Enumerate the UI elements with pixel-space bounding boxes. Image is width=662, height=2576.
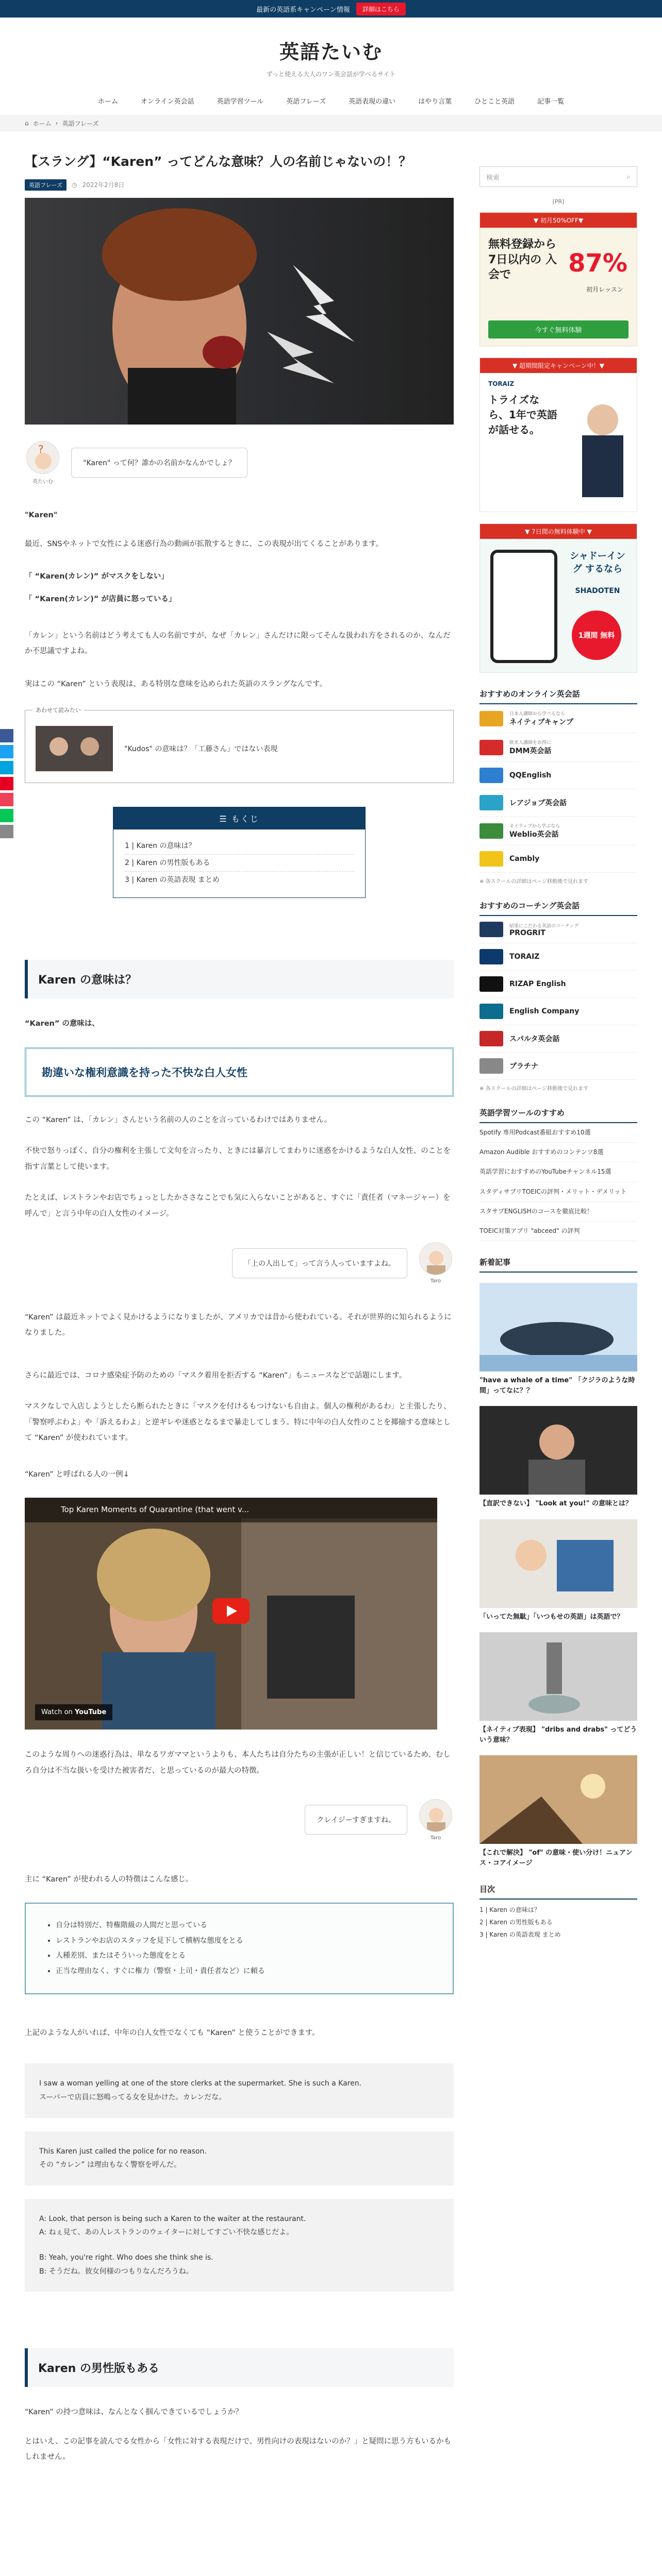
school-name[interactable]: TORAIZ (509, 953, 540, 961)
ad-banner-shadoten[interactable] (479, 523, 637, 673)
sidebar-toc-item[interactable]: 3 | Karen の英語表現 まとめ (479, 1931, 561, 1939)
quote-english: I saw a woman yelling at one of the store clerks at the supermarket. She is such a Karen. (39, 2079, 362, 2088)
related-link-card[interactable] (25, 706, 454, 783)
speech-bubble-3 (25, 1799, 454, 1841)
watch-on-youtube-button[interactable] (35, 1704, 112, 1720)
pinterest-icon[interactable] (0, 777, 13, 790)
ad-banner-native-camp[interactable] (479, 212, 637, 346)
breadcrumb-home[interactable]: ホーム (32, 120, 52, 127)
school-sub: 結果にこだわる英語のコーチング (509, 923, 579, 929)
new-posts-heading: 新着記事 (479, 1257, 637, 1273)
school-item[interactable] (479, 971, 637, 998)
avatar-name: 英たいむ (32, 479, 53, 485)
school-name[interactable]: スパルタ英会話 (509, 1035, 560, 1043)
paragraph: このような周りへの迷惑行為は、単なるワガママというよりも、本人たちは自分たちの主張が正しい！と信じているため、むしろ自分は不当な扱いを受けた被害者だ、と思っているのが最大の特徴。 (25, 1751, 451, 1775)
school-item[interactable] (479, 1025, 637, 1053)
nav-item-tools[interactable]: 英語学習ツール (217, 98, 264, 106)
site-title[interactable]: 英語たいむ (279, 41, 383, 63)
copy-link-icon[interactable] (0, 825, 13, 838)
trait-item: • 自分は特別だ、特権階級の人間だと思っている (56, 1918, 432, 1933)
home-icon: ⌂ (25, 120, 29, 127)
global-nav (0, 88, 662, 115)
post-thumbnail (479, 1406, 637, 1495)
banner-price: 87% (568, 249, 627, 278)
online-note: ※ 各スクールの詳細はページ移動後で見れます (479, 879, 589, 885)
school-item[interactable] (479, 998, 637, 1025)
school-name[interactable]: ネイティブキャンプ (509, 718, 574, 726)
tools-heading: 英語学習ツールのすすめ (479, 1107, 637, 1123)
table-of-contents (113, 807, 366, 899)
school-item[interactable] (479, 817, 637, 845)
breadcrumb-category[interactable]: 英語フレーズ (62, 120, 99, 127)
tool-link[interactable]: Amazon Audible おすすめのコンテンツ8選 (479, 1143, 637, 1162)
quote-english: This Karen just called the police for no reason. (39, 2147, 207, 2156)
section-heading: Karen の男性版もある (25, 2348, 454, 2387)
announcement-cta-button[interactable]: 詳細はこちら (356, 3, 406, 15)
school-logo-icon (479, 851, 503, 867)
paragraph: 実はこの “Karen” という表現は、ある特別な意味を込められた英語のスラングなんです。 (25, 680, 327, 689)
related-title[interactable]: "Kudos" の意味は？「工藤さん」ではない表現 (124, 744, 278, 753)
svg-text:?: ? (38, 443, 44, 455)
school-name[interactable]: Weblio英会話 (509, 831, 559, 839)
school-item[interactable] (479, 733, 637, 762)
sidebar (479, 142, 637, 1941)
school-logo-icon (479, 823, 503, 839)
school-item[interactable] (479, 762, 637, 789)
school-logo-icon (479, 795, 503, 810)
coaching-heading: おすすめのコーチング英会話 (479, 900, 637, 916)
play-icon[interactable] (212, 1598, 250, 1624)
list-icon: ☰ (219, 814, 231, 824)
paragraph: “Karen” の持つ意味は、なんとなく掴んできているでしょうか？ (25, 2408, 243, 2417)
quote-japanese: その “カレン” は理由もなく警察を呼んだ。 (39, 2161, 181, 2170)
paragraph: 「カレン」という名前はどう考えても人の名前ですが、なぜ「カレン」さんだけに限ってそんな扱われ方をされるのか、なんだか不思議ですよね。 (25, 631, 451, 655)
speech-bubble-2 (25, 1242, 454, 1284)
paragraph: 上記のような人がいれば、中年の白人女性でなくても “Karen” と使うことができます。 (25, 2028, 320, 2037)
school-item[interactable] (479, 704, 637, 733)
quote-english: A: Look, that person is being such a Karen to the waiter at the restaurant. (39, 2214, 306, 2223)
clock-icon: ◷ (72, 181, 77, 189)
school-logo-icon (479, 768, 503, 783)
coaching-list (479, 916, 637, 1080)
school-logo-icon (479, 922, 503, 937)
avatar-name: Taro (430, 1835, 441, 1841)
avatar (418, 1799, 454, 1841)
school-item[interactable] (479, 1053, 637, 1080)
sidebar-toc-heading: 目次 (479, 1884, 637, 1900)
share-buttons (0, 729, 13, 841)
facebook-icon[interactable] (0, 729, 13, 742)
paragraph: 主に “Karen” が使われる人の特徴はこんな感じ。 (25, 1875, 193, 1884)
banner-top-text: ▼ 初月50%OFF▼ (480, 213, 637, 228)
person-icon (419, 1242, 452, 1275)
post-title-link[interactable]: 「いってた無駄」「いつもせの英語」は英語で？ (479, 1613, 624, 1621)
nav-item-trending[interactable]: はやり言葉 (418, 98, 452, 106)
nav-item-home[interactable]: ホーム (97, 98, 118, 106)
tool-link[interactable]: スタサプENGLISHのコースを徹底比較！ (479, 1202, 637, 1222)
hatena-icon[interactable] (0, 761, 13, 774)
paragraph: “Karen” の意味は、 (25, 1020, 100, 1028)
paragraph: 最近、SNSやネットで女性による迷惑行為の動画が拡散するときに、この表現が出てくることがあります。 (25, 540, 384, 549)
school-logo-icon (479, 1004, 503, 1019)
video-title[interactable]: Top Karen Moments of Quarantine (that went v... (25, 1498, 437, 1522)
coaching-note: ※ 各スクールの詳細はページ移動後で見れます (479, 1086, 589, 1092)
school-logo-icon (479, 949, 503, 964)
tool-link[interactable]: Spotify 専用Podcast番組おすすめ10選 (479, 1123, 637, 1143)
toc-item[interactable]: 3 | Karen の英語表現 まとめ (125, 876, 220, 885)
post-thumbnail (479, 1283, 637, 1371)
twitter-icon[interactable] (0, 745, 13, 758)
example-quote (25, 2063, 454, 2117)
person-icon (419, 1799, 452, 1832)
banner-person-image (572, 394, 634, 497)
school-logo-icon (479, 1031, 503, 1046)
school-logo-icon (479, 976, 503, 992)
youtube-embed[interactable] (25, 1498, 437, 1730)
pr-label: [PR] (552, 198, 565, 205)
traits-box (25, 1903, 454, 1994)
avatar-name: Taro (430, 1278, 441, 1284)
school-sub: ネイティブから学ぶなら (509, 824, 560, 829)
school-item[interactable] (479, 845, 637, 873)
question-character-icon (26, 441, 59, 474)
post-date: 2022年2月8日 (82, 181, 125, 189)
definition-box: 勘違いな権利意識を持った不快な白人女性 (25, 1047, 454, 1097)
school-name[interactable]: DMM英会話 (509, 747, 552, 755)
post-title-link[interactable]: "have a whale of a time" 「クジラのような時間」ってなに？？ (479, 1377, 635, 1395)
post-thumbnail (479, 1632, 637, 1721)
top-announcement-bar (0, 0, 662, 18)
school-name[interactable]: レアジョブ英会話 (509, 799, 567, 807)
tools-list (479, 1123, 637, 1241)
site-tagline: ずっと使える大人のワン英会話が学べるサイト (266, 71, 396, 78)
online-schools-list (479, 704, 637, 873)
school-sub: 欧米人講師をお得に (509, 740, 552, 745)
school-logo-icon (479, 740, 503, 755)
tool-link[interactable]: 英語学習におすすめのYouTubeチャンネル15選 (479, 1162, 637, 1182)
search-input[interactable] (479, 166, 637, 187)
pocket-icon[interactable] (0, 793, 13, 806)
school-name[interactable]: English Company (509, 1007, 580, 1015)
school-name[interactable]: RIZAP English (509, 980, 566, 988)
school-name[interactable]: PROGRIT (509, 928, 545, 937)
term-heading: "Karen" (25, 511, 58, 519)
example-quote (25, 2131, 454, 2185)
trait-item: • 正当な理由なく、すぐに権力（警察・上司・責任者など）に頼る (56, 1964, 432, 1979)
related-label: あわせて読みたい (32, 706, 84, 714)
toc-header (113, 807, 365, 829)
school-item[interactable] (479, 916, 637, 943)
nav-item-phrases[interactable]: 英語フレーズ (286, 98, 326, 106)
paragraph: “Karen” は最近ネットでよく見かけるようになりましたが、アメリカでは昔から使われている。それが世界的に知られるようになりました。 (25, 1313, 452, 1337)
section-heading: Karen の意味は？ (25, 960, 454, 998)
line-icon[interactable] (0, 809, 13, 822)
related-thumbnail (36, 726, 113, 771)
banner-main-text: トライズなら、1年で英語が話せる。 (488, 394, 557, 436)
school-logo-icon (479, 1058, 503, 1074)
banner-brand: TORAIZ (488, 380, 515, 387)
post-title: 【スラング】“Karen” ってどんな意味？人の名前じゃないの！？ (25, 154, 412, 169)
banner-main-text: 無料登録から 7日以内の 入会で (488, 238, 557, 282)
toc-title: もくじ (231, 814, 259, 824)
speech-text: 「上の人出して」って言う人っていますよね。 (232, 1248, 407, 1278)
toc-item[interactable]: 1 | Karen の意味は？ (125, 838, 354, 855)
toc-item[interactable]: 2 | Karen の男性版もある (125, 855, 354, 872)
paragraph: “Karen” と呼ばれる人の一例↓ (25, 1470, 129, 1479)
example-quote (25, 2199, 454, 2292)
paragraph: さらに最近では、コロナ感染症予防のための「マスク着用を拒否する “Karen”」もニュースなどで話題にします。 (25, 1371, 407, 1380)
school-name[interactable]: プラチナ (509, 1062, 538, 1071)
post-title-link[interactable]: 【これで解決】 "of" の意味・使い分け！ニュアンス・コアイメージ (479, 1849, 633, 1867)
eyecatch-image (25, 198, 454, 425)
quote-japanese: スーパーで店員に怒鳴ってる女を見かけた。カレンだな。 (39, 2093, 226, 2102)
tool-link[interactable]: スタディサプリTOEICの評判・メリット・デメリット (479, 1182, 637, 1202)
speech-text: "Karen" って何？誰かの名前かなんかでしょ？ (71, 448, 247, 478)
search-placeholder: 検索 (486, 174, 500, 182)
ad-banner-toraiz[interactable] (479, 358, 637, 512)
watch-on-label: Watch on (41, 1708, 73, 1717)
avatar (418, 1242, 454, 1284)
speech-text: クレイジーすぎますね。 (305, 1805, 407, 1835)
quote-japanese: B: そうだね。彼女何様のつもりなんだろうね。 (39, 2267, 193, 2276)
post-thumbnail (479, 1755, 637, 1844)
avatar (25, 441, 61, 485)
school-sub: 日本人講師から学べるなら (509, 711, 566, 717)
speech-bubble-1 (25, 441, 454, 485)
sidebar-toc-item[interactable]: 1 | Karen の意味は？ (479, 1906, 540, 1914)
site-header (0, 18, 662, 88)
nav-item-online[interactable]: オンライン英会話 (140, 98, 194, 106)
quote-japanese: A: ねぇ見て、あの人レストランのウェイターに対してすごい不快な感じだよ。 (39, 2228, 294, 2237)
new-post-card[interactable] (479, 1406, 637, 1509)
banner-cta-button[interactable]: 今すぐ無料体験 (488, 320, 628, 338)
example-line: 「 “Karen(カレン)” が店員に怒っている」 (25, 595, 176, 604)
nav-item-differences[interactable]: 英語表現の違い (349, 98, 396, 106)
sidebar-toc-item[interactable]: 2 | Karen の男性版もある (479, 1919, 553, 1926)
post-title-link[interactable]: 【ネイティブ表現】 "dribs and drabs" ってどういう意味？ (479, 1726, 637, 1744)
post-thumbnail (479, 1519, 637, 1608)
paragraph: とはいえ、この記事を読んでる女性から「女性に対する表現だけで、男性向けの表現はないのか？」と疑問に思う方もいるかもしれません。 (25, 2437, 452, 2461)
quote-english: B: Yeah, you're right. Who does she think she is. (39, 2253, 213, 2262)
breadcrumb-separator: › (55, 120, 58, 127)
school-logo-icon (479, 711, 503, 726)
example-line: 「 “Karen(カレン)” がマスクをしない」 (25, 572, 169, 581)
school-name[interactable]: QQEnglish (509, 771, 552, 779)
category-badge[interactable]: 英語フレーズ (25, 179, 67, 191)
new-post-card[interactable] (479, 1755, 637, 1868)
school-name[interactable]: Cambly (509, 855, 540, 863)
post-meta (25, 179, 454, 191)
online-schools-heading: おすすめのオンライン英会話 (479, 688, 637, 704)
post-title-link[interactable]: 【直訳できない】 "Look at you!" の意味とは？ (479, 1500, 633, 1508)
paragraph: マスクなしで入店しようとしたら断られたときに「マスクを付けるもつけないも自由よ。個人の権利があるわ」と主張したり、「警察呼ぶわよ」や「訴えるわよ」と逆ギレや迷惑となるまで暴走してしまう。特に中年の白人女性のことを揶揄する意味として “Karen” が使われています。 (25, 1402, 451, 1443)
nav-item-hitokoto[interactable]: ひとこと英語 (474, 98, 515, 106)
eyecatch-illustration (25, 198, 454, 425)
breadcrumb (0, 115, 662, 131)
banner-sub: 初月レッスン (586, 286, 623, 293)
sidebar-toc (479, 1904, 637, 1941)
tool-link[interactable]: TOEIC対策アプリ "abceed" の評判 (479, 1222, 637, 1241)
paragraph: 不快で怒りっぽく、自分の権利を主張して文句を言ったり、ときには暴言してまわりに迷惑をかけるような白人女性、のことを指す言葉として使います。 (25, 1147, 451, 1171)
trait-item: • レストランやお店のスタッフを見下して横柄な態度をとる (56, 1934, 432, 1948)
new-post-card[interactable] (479, 1283, 637, 1396)
banner-top-text: ▼ 7日間の無料体験中 ▼ (480, 524, 637, 539)
banner-brand: SHADOTEN (575, 587, 620, 595)
banner-top-text: ▼ 超期間限定キャンペーン中！▼ (480, 358, 637, 373)
paragraph: たとえば、レストランやお店でちょっとしたかささなことでも気に入らないことがあると、すぐに「責任者（マネージャー）を呼んで」と言う中年の白人女性のイメージ。 (25, 1194, 451, 1218)
school-item[interactable] (479, 789, 637, 817)
trait-item: • 人種差別、またはそういった態度をとる (56, 1948, 432, 1963)
paragraph: この “Karen” は、「カレン」さんという名前の人のことを言っているわけではありません。 (25, 1115, 332, 1124)
youtube-brand: YouTube (74, 1708, 107, 1717)
article-main (25, 142, 454, 2465)
phone-icon (490, 550, 557, 663)
school-item[interactable] (479, 943, 637, 971)
search-icon[interactable]: ⌕ (626, 173, 631, 181)
banner-badge: 1週間 無料 (572, 611, 621, 660)
nav-item-all[interactable]: 記事一覧 (537, 98, 565, 106)
new-post-card[interactable] (479, 1632, 637, 1745)
new-post-card[interactable] (479, 1519, 637, 1622)
banner-title: シャドーイング するなら (570, 551, 625, 575)
announcement-text: 最新の英語系キャンペーン情報 (256, 6, 350, 14)
